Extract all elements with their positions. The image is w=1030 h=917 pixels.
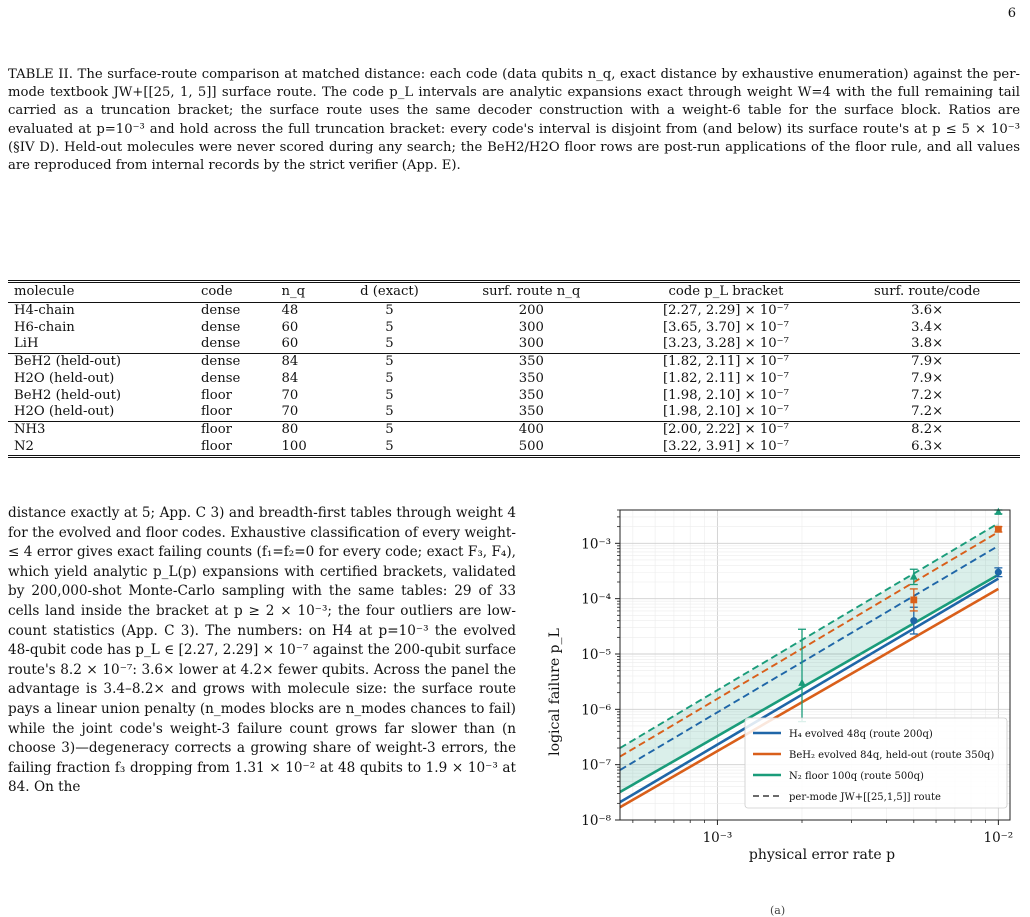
cell-ratio: 3.4× — [911, 319, 944, 335]
cell-surf-nq: 350 — [518, 370, 544, 386]
header-bracket: code p_L bracket — [668, 284, 784, 300]
y-tick-label: 10⁻⁶ — [581, 702, 611, 719]
cell-code: dense — [200, 370, 241, 386]
cell-molecule: N2 — [14, 438, 34, 454]
legend-label: per-mode JW+[[25,1,5]] route — [789, 792, 941, 803]
cell-surf-nq: 300 — [518, 336, 544, 352]
cell-surf-nq: 350 — [518, 404, 544, 420]
header-ratio: surf. route/code — [874, 284, 981, 300]
cell-ratio: 7.9× — [911, 370, 944, 386]
header-molecule: molecule — [14, 284, 75, 300]
cell-surf-nq: 400 — [518, 421, 544, 437]
cell-code: dense — [200, 303, 241, 318]
y-tick-label: 10⁻⁴ — [581, 591, 611, 608]
cell-distance: 5 — [385, 370, 394, 386]
chart-legend — [745, 718, 1007, 808]
cell-ratio: 6.3× — [911, 438, 944, 454]
cell-bracket: [3.23, 3.28] × 10⁻⁷ — [663, 336, 789, 352]
cell-bracket: [1.82, 2.11] × 10⁻⁷ — [663, 370, 789, 386]
legend-label: H₄ evolved 48q (route 200q) — [789, 729, 933, 740]
cell-surf-nq: 300 — [518, 319, 544, 335]
cell-distance: 5 — [385, 303, 394, 318]
table-row — [8, 336, 1020, 353]
x-tick-label: 10⁻³ — [702, 830, 733, 846]
header-distance: d (exact) — [360, 284, 419, 300]
y-tick-label: 10⁻⁸ — [581, 813, 611, 829]
cell-nq: 70 — [281, 404, 299, 420]
header-nq: n_q — [281, 284, 306, 300]
cell-code: floor — [200, 387, 232, 403]
data-point-square — [995, 526, 1002, 533]
cell-molecule: H4-chain — [14, 303, 75, 318]
cell-nq: 60 — [281, 319, 299, 335]
body-paragraph: distance exactly at 5; App. C 3) and breadth-first tables through weight 4 for the evolved and floor codes. Exhaustive classification of every weight-≤ 4 error gives exact failing counts (f₁=f₂=0 for every code; exact F₃, F₄), which yield analytic p_L(p) expansions with certified brackets, validated by 200,000-shot Monte-Carlo sampling with the same tables: 29 of 33 cells land inside the bracket at p ≥ 2 × 10⁻³; the four outliers are low-count statistics (App. C 3). The numbers: on H4 at p=10⁻³ the evolved 48-qubit code has p_L ∈ [2.27, 2.29] × 10⁻⁷ against the 200-qubit surface route's 8.2 × 10⁻⁷: 3.6× lower at 4.2× fewer qubits. Across the panel the advantage is 3.4–8.2× and grows with molecule size: the surface route pays a linear union penalty (n_modes blocks are n_modes chances to fail) while the joint code's weight-3 failure count grows far slower than (n choose 3)—degeneracy corrects a growing share of weight-3 errors, the failing fraction f₃ dropping from 1.31 × 10⁻² at 48 qubits to 1.9 × 10⁻³ at 84. On the — [8, 505, 516, 796]
table-row — [8, 354, 1020, 371]
cell-bracket: [3.22, 3.91] × 10⁻⁷ — [663, 438, 789, 454]
cell-surf-nq: 350 — [518, 387, 544, 403]
cell-nq: 80 — [281, 421, 299, 437]
cell-distance: 5 — [385, 438, 394, 454]
page-number: 6 — [1007, 6, 1016, 21]
cell-code: dense — [200, 354, 241, 370]
cell-ratio: 7.2× — [911, 387, 944, 403]
table-caption: TABLE II. The surface-route comparison at matched distance: each code (data qubits n_q, exact distance by exhaustive enumeration) against the per-mode textbook JW+[[25, 1, 5]] surface route. The code p_L intervals are analytic expansions exact through weight W=4 with the full remaining tail carried as a truncation bracket; the surface route uses the same decoder construction with a weight-6 table for the surface block. Ratios are evaluated at p=10⁻³ and hold across the full truncation bracket: every code's interval is disjoint from (and below) its surface route's at p ≤ 5 × 10⁻³ (§IV D). Held-out molecules were never scored during any search; the BeH2/H2O floor rows are post-run applications of the floor rule, and all values are reproduced from internal records by the strict verifier (App. E). — [8, 67, 1020, 174]
cell-bracket: [3.65, 3.70] × 10⁻⁷ — [663, 319, 789, 335]
cell-distance: 5 — [385, 319, 394, 335]
cell-surf-nq: 500 — [518, 438, 544, 454]
cell-distance: 5 — [385, 421, 394, 437]
legend-label: N₂ floor 100q (route 500q) — [789, 771, 924, 782]
header-code: code — [200, 284, 233, 300]
table-header-row — [8, 282, 1020, 303]
cell-molecule: NH3 — [14, 421, 46, 437]
cell-code: floor — [200, 421, 232, 437]
table-row — [8, 303, 1020, 320]
cell-molecule: BeH2 (held-out) — [14, 354, 122, 370]
cell-nq: 70 — [281, 387, 299, 403]
cell-surf-nq: 200 — [518, 303, 544, 318]
cell-nq: 84 — [281, 370, 299, 386]
cell-molecule: H6-chain — [14, 319, 75, 335]
x-axis-label: physical error rate p — [748, 847, 896, 863]
results-table — [8, 280, 1020, 458]
cell-nq: 60 — [281, 336, 299, 352]
data-point-circle — [995, 569, 1002, 576]
cell-bracket: [1.82, 2.11] × 10⁻⁷ — [663, 354, 789, 370]
cell-surf-nq: 350 — [518, 354, 544, 370]
cell-ratio: 7.9× — [911, 354, 944, 370]
cell-code: floor — [200, 404, 232, 420]
x-tick-label: 10⁻² — [983, 830, 1014, 846]
cell-distance: 5 — [385, 354, 394, 370]
table-row — [8, 439, 1020, 457]
table-row — [8, 320, 1020, 337]
cell-molecule: LiH — [14, 336, 39, 352]
y-tick-label: 10⁻⁷ — [581, 757, 611, 774]
cell-code: dense — [200, 336, 241, 352]
cell-distance: 5 — [385, 336, 394, 352]
cell-nq: 48 — [281, 303, 299, 318]
cell-distance: 5 — [385, 387, 394, 403]
cell-code: floor — [200, 438, 232, 454]
cell-bracket: [1.98, 2.10] × 10⁻⁷ — [663, 387, 789, 403]
header-surf-nq: surf. route n_q — [482, 284, 581, 300]
table-row — [8, 421, 1020, 438]
cell-code: dense — [200, 319, 241, 335]
table-row — [8, 404, 1020, 421]
cell-nq: 84 — [281, 354, 299, 370]
y-tick-label: 10⁻⁵ — [581, 646, 611, 663]
cell-ratio: 7.2× — [911, 404, 944, 420]
y-tick-label: 10⁻³ — [581, 536, 611, 553]
cell-ratio: 8.2× — [911, 421, 944, 437]
cell-molecule: BeH2 (held-out) — [14, 387, 122, 403]
cell-ratio: 3.8× — [911, 336, 944, 352]
figure-caption-fragment: (a) — [770, 904, 786, 917]
cell-nq: 100 — [281, 438, 307, 454]
table-row — [8, 388, 1020, 405]
legend-label: BeH₂ evolved 84q, held-out (route 350q) — [789, 750, 995, 761]
data-point-square — [910, 596, 917, 603]
y-axis-label: logical failure p_L — [547, 628, 563, 756]
cell-bracket: [2.27, 2.29] × 10⁻⁷ — [663, 303, 789, 318]
data-point-circle — [910, 617, 917, 624]
cell-bracket: [2.00, 2.22] × 10⁻⁷ — [663, 421, 789, 437]
cell-molecule: H2O (held-out) — [14, 370, 115, 386]
logical-failure-chart — [540, 502, 1025, 900]
cell-molecule: H2O (held-out) — [14, 404, 115, 420]
cell-ratio: 3.6× — [911, 303, 944, 318]
table-row — [8, 371, 1020, 388]
cell-distance: 5 — [385, 404, 394, 420]
cell-bracket: [1.98, 2.10] × 10⁻⁷ — [663, 404, 789, 420]
